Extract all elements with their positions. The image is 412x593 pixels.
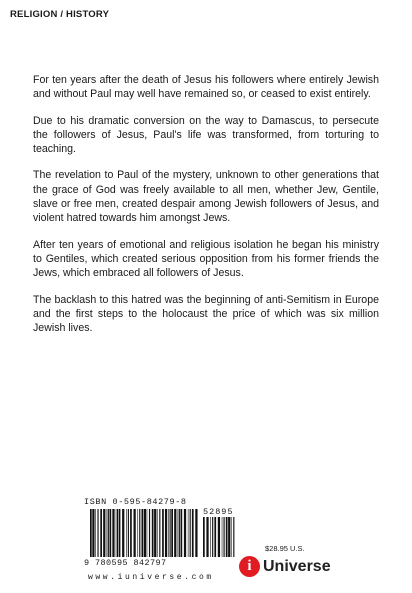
- publisher-logo: [239, 556, 331, 577]
- barcode-addon-digits: 52895: [203, 507, 234, 517]
- barcode-bars: [90, 509, 198, 557]
- blurb-paragraph-1: For ten years after the death of Jesus his followers where entirely Jewish and without Paul may well have remained so, or ceased to exist entirely.: [33, 74, 379, 101]
- barcode: [84, 497, 240, 575]
- isbn-text: ISBN 0-595-84279-8: [84, 497, 187, 507]
- category-label: RELIGION / HISTORY: [10, 9, 110, 20]
- iuniverse-mark-icon: i: [239, 556, 260, 577]
- barcode-ean-digits: 9 780595 842797: [84, 558, 167, 568]
- price: $28.95 U.S.: [265, 544, 305, 553]
- publisher-name: Universe: [263, 557, 331, 575]
- blurb-paragraph-2: Due to his dramatic conversion on the way to Damascus, to persecute the followers of Jesus, Paul's life was transformed, from torturing to teaching.: [33, 114, 379, 156]
- blurb-paragraph-4: After ten years of emotional and religious isolation he began his ministry to Gentiles, which created serious opposition from his former friends the Jews, which embraced all followers of Jesus.: [33, 238, 379, 280]
- website-url: www.iuniverse.com: [88, 573, 214, 582]
- blurb-paragraph-5: The backlash to this hatred was the beginning of anti-Semitism in Europe and the first steps to the holocaust the price of which was six million Jewish lives.: [33, 293, 379, 335]
- blurb-paragraph-3: The revelation to Paul of the mystery, unknown to other generations that the grace of God was freely available to all men, whether Jew, Gentile, slave or free men, created despair among Jewish followers of Jesus, and violent hatred towards him amongst Jews.: [33, 169, 379, 225]
- barcode-addon-bars: [203, 517, 236, 557]
- blurb: [33, 73, 379, 347]
